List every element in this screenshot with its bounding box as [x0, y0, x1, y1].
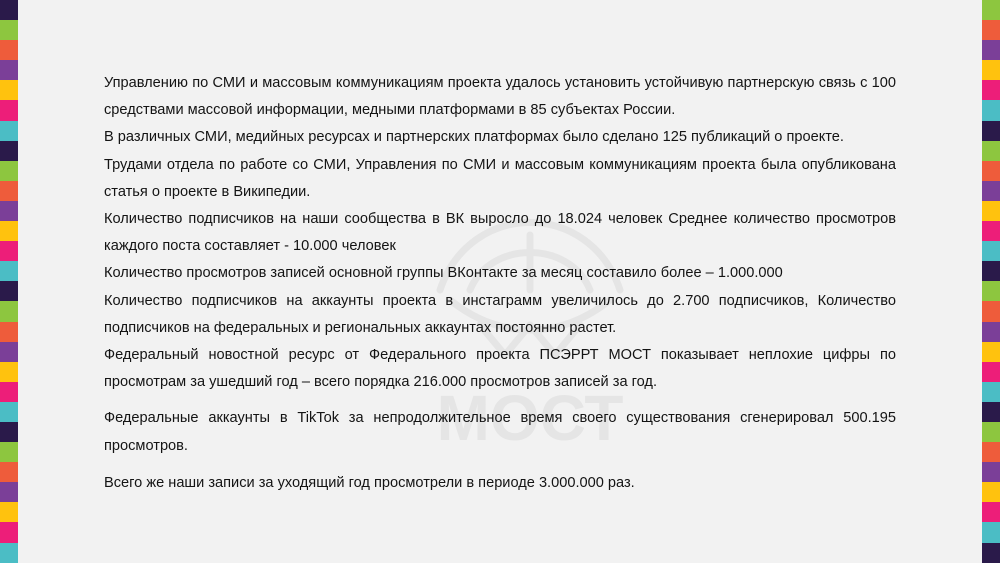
stripe-segment: [0, 40, 18, 60]
stripe-segment: [0, 241, 18, 261]
stripe-segment: [982, 121, 1000, 141]
stripe-segment: [982, 80, 1000, 100]
stripe-segment: [0, 60, 18, 80]
stripe-segment: [0, 382, 18, 402]
report-text: [104, 70, 896, 497]
stripe-segment: [0, 20, 18, 40]
stripe-segment: [982, 402, 1000, 422]
stripe-segment: [0, 402, 18, 422]
paragraph-media-partners: Управлению по СМИ и массовым коммуникациям проекта удалось установить устойчивую партнерскую связь с 100 средствами массовой информации, медными платформами в 85 субъектах России.: [104, 75, 896, 119]
paragraph-federal-resource: Федеральный новостной ресурс от Федерального проекта ПСЭРРТ МОСТ показывает неплохие цифры по просмотрам за ушедший год – всего порядка 216.000 просмотров записей за год.: [104, 347, 896, 391]
stripe-segment: [0, 502, 18, 522]
stripe-segment: [0, 181, 18, 201]
stripe-segment: [982, 281, 1000, 301]
stripe-segment: [982, 0, 1000, 20]
stripe-segment: [0, 362, 18, 382]
stripe-segment: [0, 442, 18, 462]
stripe-segment: [0, 261, 18, 281]
stripe-segment: [0, 422, 18, 442]
stripe-segment: [982, 40, 1000, 60]
stripe-segment: [0, 221, 18, 241]
stripe-segment: [0, 322, 18, 342]
stripe-segment: [982, 382, 1000, 402]
paragraph-tiktok: Федеральные аккаунты в TikTok за непродолжительное время своего существования сгенерировал 500.195 просмотров.: [104, 410, 896, 454]
stripe-segment: [982, 442, 1000, 462]
stripe-segment: [982, 322, 1000, 342]
stripe-segment: [0, 121, 18, 141]
stripe-segment: [0, 543, 18, 563]
right-color-stripe: [982, 0, 1000, 563]
watermark-text: МОСТ: [436, 382, 624, 454]
stripe-segment: [0, 201, 18, 221]
paragraph-total-views: Всего же наши записи за уходящий год просмотрели в периоде 3.000.000 раз.: [104, 474, 635, 491]
stripe-segment: [982, 100, 1000, 120]
paragraph-vk-subscribers: Количество подписчиков на наши сообщества в ВК выросло до 18.024 человек Среднее количество просмотров каждого поста составляет - 10.000 человек: [104, 211, 896, 255]
stripe-segment: [0, 522, 18, 542]
stripe-segment: [982, 201, 1000, 221]
paragraph-wikipedia: Трудами отдела по работе со СМИ, Управления по СМИ и массовым коммуникациям проекта была опубликована статья о проекте в Википедии.: [104, 156, 896, 200]
stripe-segment: [0, 462, 18, 482]
stripe-segment: [0, 141, 18, 161]
stripe-segment: [0, 342, 18, 362]
stripe-segment: [982, 261, 1000, 281]
stripe-segment: [0, 0, 18, 20]
stripe-segment: [982, 161, 1000, 181]
stripe-segment: [982, 522, 1000, 542]
stripe-segment: [0, 281, 18, 301]
paragraph-instagram: Количество подписчиков на аккаунты проекта в инстаграмм увеличилось до 2.700 подписчиков, Количество подписчиков на федеральных и региональных аккаунтах постоянно растет.: [104, 292, 896, 336]
stripe-segment: [0, 301, 18, 321]
stripe-segment: [982, 241, 1000, 261]
stripe-segment: [0, 80, 18, 100]
stripe-segment: [0, 161, 18, 181]
stripe-segment: [982, 342, 1000, 362]
stripe-segment: [982, 301, 1000, 321]
stripe-segment: [982, 60, 1000, 80]
stripe-segment: [0, 100, 18, 120]
stripe-segment: [982, 462, 1000, 482]
stripe-segment: [982, 181, 1000, 201]
stripe-segment: [982, 482, 1000, 502]
stripe-segment: [982, 422, 1000, 442]
stripe-segment: [982, 20, 1000, 40]
stripe-segment: [982, 362, 1000, 382]
stripe-segment: [982, 502, 1000, 522]
left-color-stripe: [0, 0, 18, 563]
stripe-segment: [982, 221, 1000, 241]
stripe-segment: [0, 482, 18, 502]
stripe-segment: [982, 543, 1000, 563]
paragraph-publications: В различных СМИ, медийных ресурсах и партнерских платформах было сделано 125 публикаций о проекте.: [104, 129, 844, 146]
stripe-segment: [982, 141, 1000, 161]
paragraph-vk-views: Количество просмотров записей основной группы ВКонтакте за месяц составило более – 1.000.000: [104, 265, 783, 282]
